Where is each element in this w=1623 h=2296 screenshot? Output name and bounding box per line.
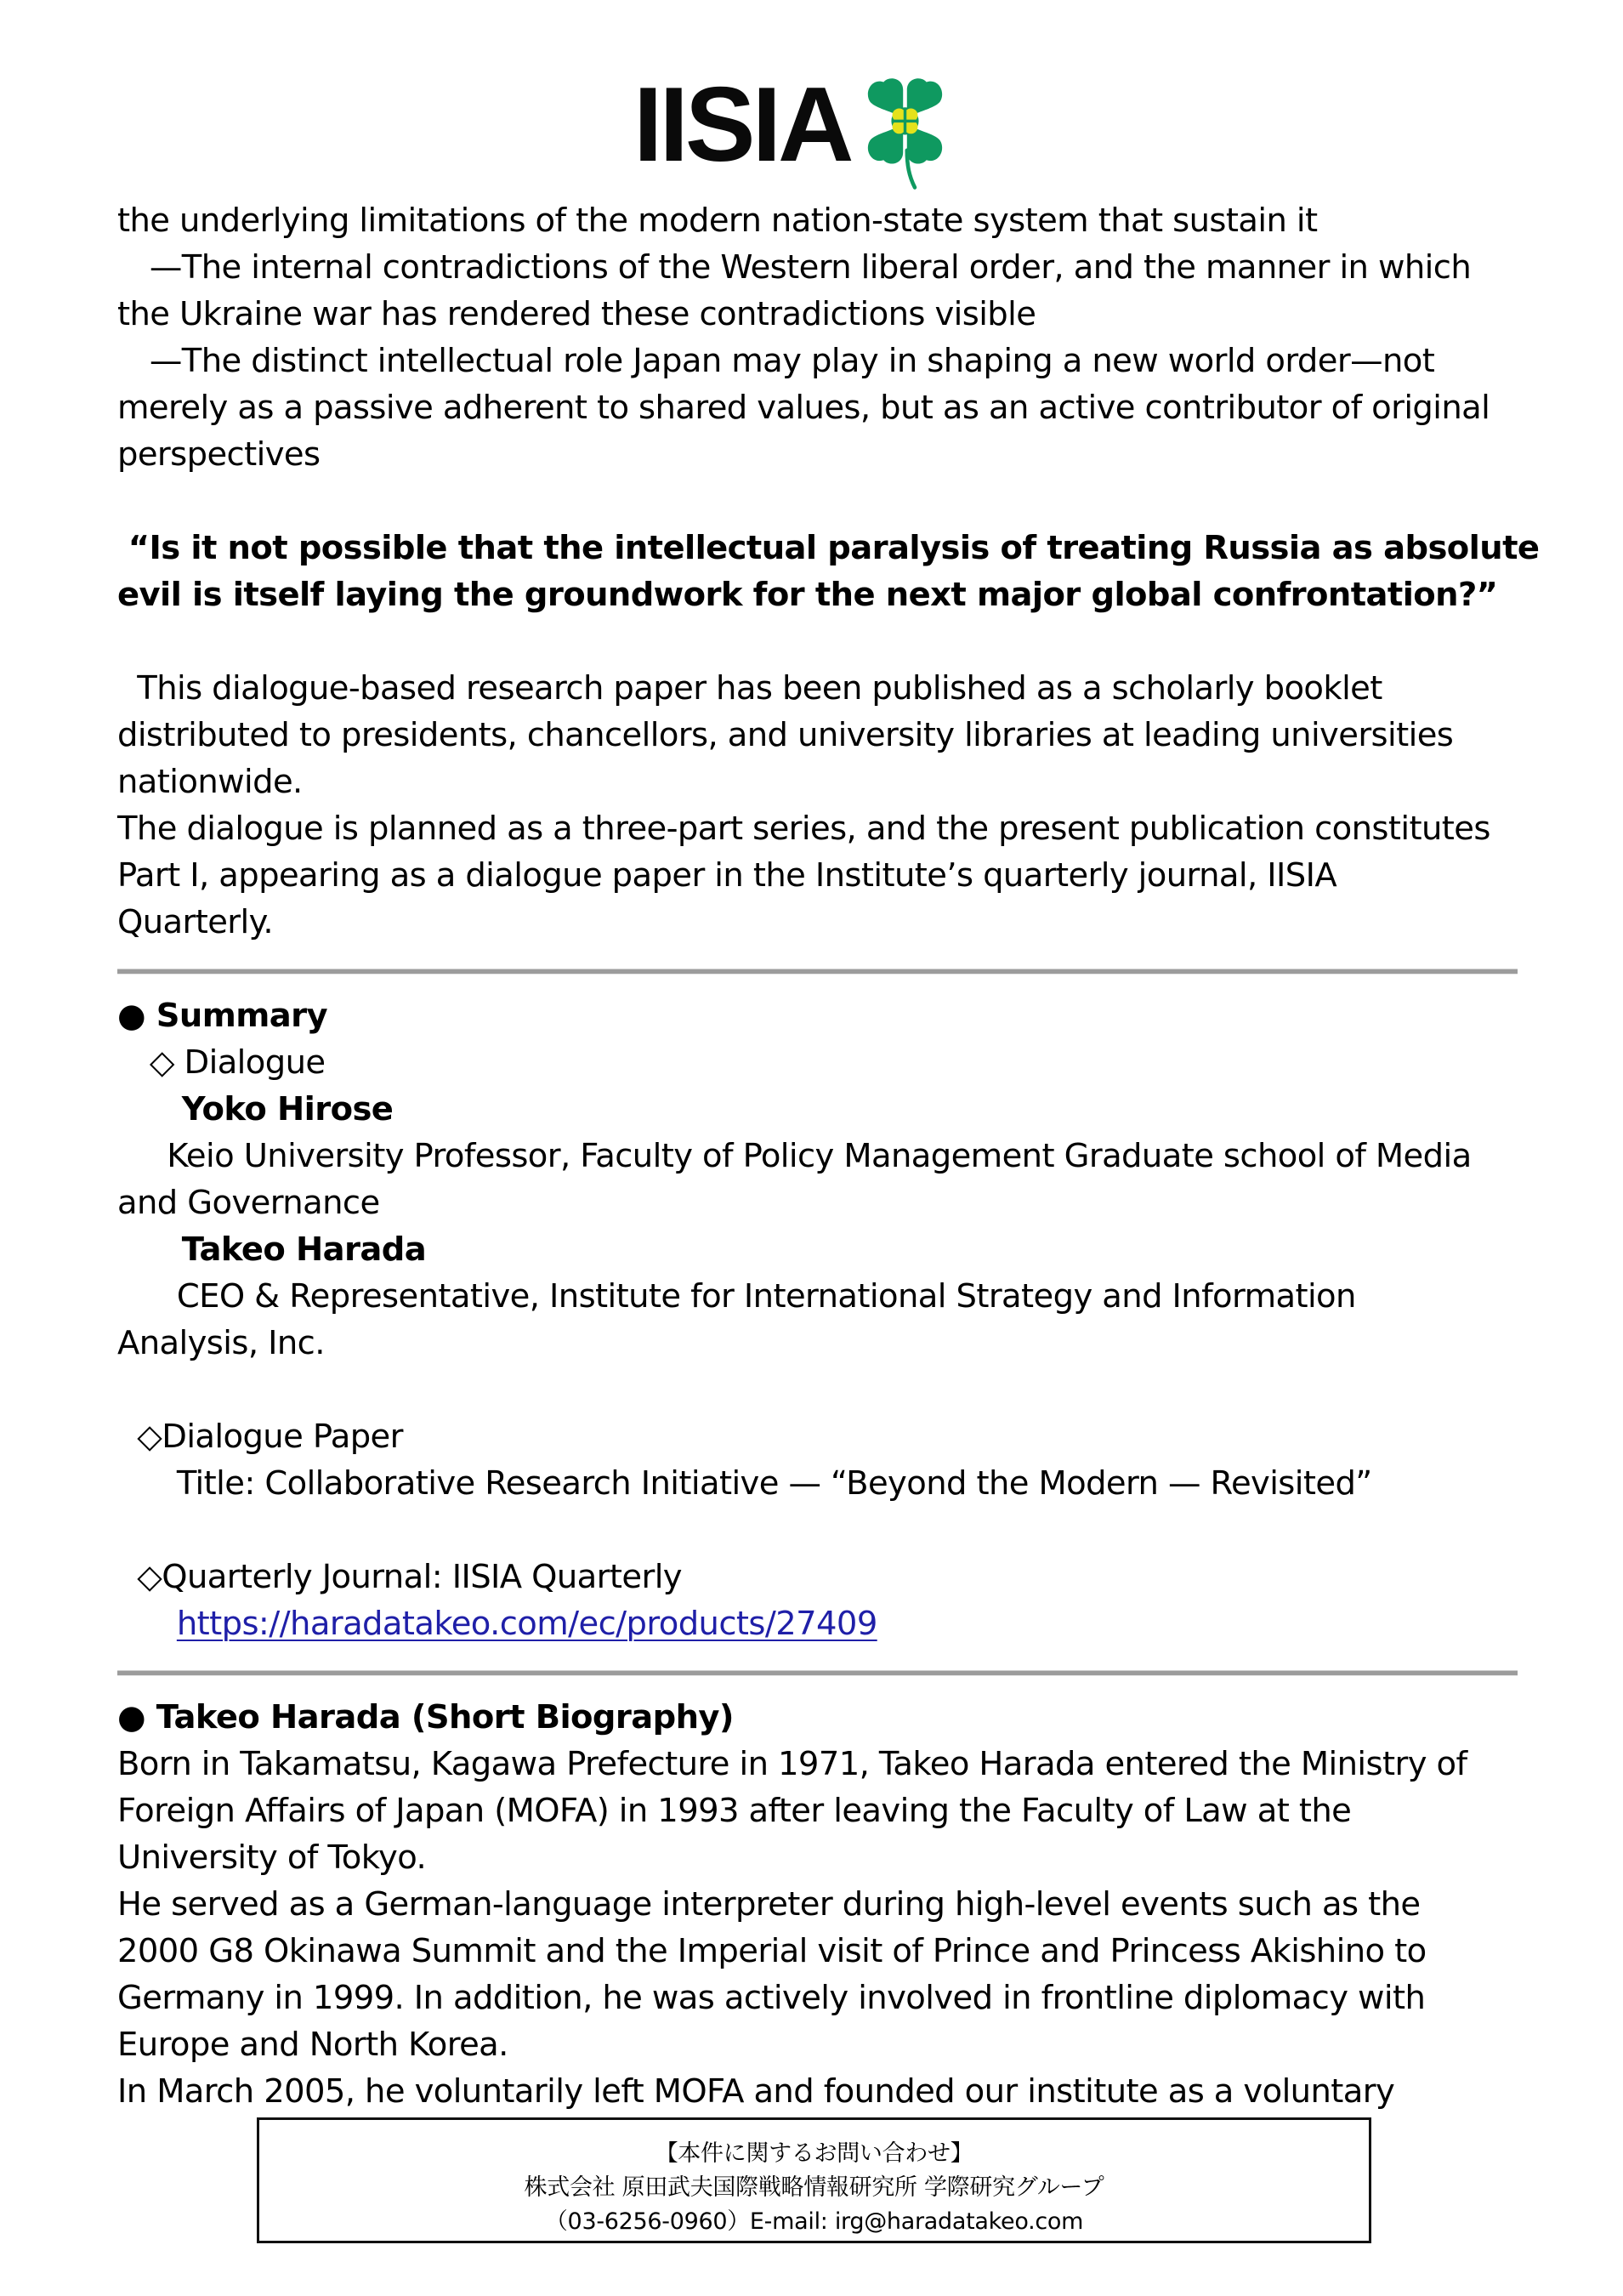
- contact-phone-email: （03-6256-0960）E-mail: irg@haradatakeo.com: [544, 2208, 1084, 2235]
- journal-link-row: [117, 1600, 1529, 1647]
- dialogue-label: ◇ Dialogue: [117, 1043, 326, 1082]
- biography-line: In March 2005, he voluntarily left MOFA and founded our institute as a voluntary: [117, 2072, 1395, 2111]
- biography-heading: ● Takeo Harada (Short Biography): [117, 1698, 734, 1736]
- participant-name: Yoko Hirose: [117, 1090, 394, 1128]
- publication-line: This dialogue-based research paper has been published as a scholarly booklet: [117, 669, 1382, 708]
- spacer: [117, 1647, 1529, 1670]
- biography-line: 2000 G8 Okinawa Summit and the Imperial visit of Prince and Princess Akishino to: [117, 1932, 1427, 1970]
- biography-line: He served as a German-language interpreter during high-level events such as the: [117, 1885, 1421, 1924]
- intro-line: merely as a passive adherent to shared values, but as an active contributor of original: [117, 389, 1490, 427]
- intro-section: [117, 197, 1529, 478]
- section-divider: [117, 1670, 1518, 1676]
- dialogue-paper-title: Title: Collaborative Research Initiative — “Beyond the Modern — Revisited”: [117, 1464, 1372, 1503]
- dialogue-paper-label: ◇Dialogue Paper: [117, 1418, 403, 1456]
- section-divider: [117, 969, 1518, 975]
- contact-heading: 【本件に関するお問い合わせ】: [655, 2140, 973, 2167]
- spacer: [117, 1676, 1529, 1694]
- spacer: [117, 1507, 1529, 1554]
- intro-line: perspectives: [117, 435, 321, 474]
- intro-line: —The internal contradictions of the Western liberal order, and the manner in which: [117, 248, 1472, 287]
- publication-line: nationwide.: [117, 763, 303, 801]
- journal-product-link[interactable]: https://haradatakeo.com/ec/products/27409: [176, 1605, 877, 1643]
- four-leaf-clover-icon: [856, 72, 954, 191]
- biography-line: Foreign Affairs of Japan (MOFA) in 1993 after leaving the Faculty of Law at the: [117, 1792, 1352, 1830]
- publication-line: The dialogue is planned as a three-part series, and the present publication constitutes: [117, 810, 1490, 848]
- spacer: [117, 478, 1529, 525]
- logo-text: IISIA: [633, 66, 851, 184]
- intro-line: the Ukraine war has rendered these contradictions visible: [117, 295, 1036, 333]
- quote-line: “Is it not possible that the intellectual paralysis of treating Russia as absolute: [117, 529, 1540, 567]
- biography-line: University of Tokyo.: [117, 1839, 427, 1877]
- summary-heading: ● Summary: [117, 997, 328, 1035]
- biography-line: Europe and North Korea.: [117, 2026, 508, 2064]
- participant-title: Analysis, Inc.: [117, 1324, 325, 1362]
- publication-paragraph: [117, 665, 1529, 946]
- spacer: [117, 618, 1529, 665]
- contact-box: [257, 2117, 1371, 2243]
- participant-title: Keio University Professor, Faculty of Policy Management Graduate school of Media: [117, 1137, 1472, 1175]
- spacer: [117, 946, 1529, 969]
- biography-line: Born in Takamatsu, Kagawa Prefecture in 1971, Takeo Harada entered the Ministry of: [117, 1745, 1467, 1783]
- document-body: [117, 197, 1540, 2115]
- quarterly-journal-label: ◇Quarterly Journal: IISIA Quarterly: [117, 1558, 682, 1596]
- intro-line: the underlying limitations of the modern nation-state system that sustain it: [117, 202, 1318, 240]
- intro-line: —The distinct intellectual role Japan may play in shaping a new world order—not: [117, 342, 1435, 380]
- spacer: [117, 975, 1529, 992]
- biography-line: Germany in 1999. In addition, he was actively involved in frontline diplomacy with: [117, 1979, 1426, 2017]
- summary-section: [117, 992, 1529, 1647]
- publication-line: Part I, appearing as a dialogue paper in the Institute’s quarterly journal, IISIA: [117, 856, 1337, 895]
- contact-organization: 株式会社 原田武夫国際戦略情報研究所 学際研究グループ: [524, 2174, 1104, 2201]
- participant-name: Takeo Harada: [117, 1230, 427, 1269]
- quote-line: evil is itself laying the groundwork for the next major global confrontation?”: [117, 576, 1498, 614]
- iisia-logo: [633, 66, 954, 189]
- spacer: [117, 1367, 1529, 1413]
- key-question-quote: [117, 525, 1540, 618]
- biography-section: [117, 1694, 1529, 2115]
- participant-title: and Governance: [117, 1184, 380, 1222]
- participant-title: CEO & Representative, Institute for International Strategy and Information: [117, 1277, 1356, 1316]
- publication-line: Quarterly.: [117, 903, 273, 941]
- publication-line: distributed to presidents, chancellors, and university libraries at leading universities: [117, 716, 1454, 754]
